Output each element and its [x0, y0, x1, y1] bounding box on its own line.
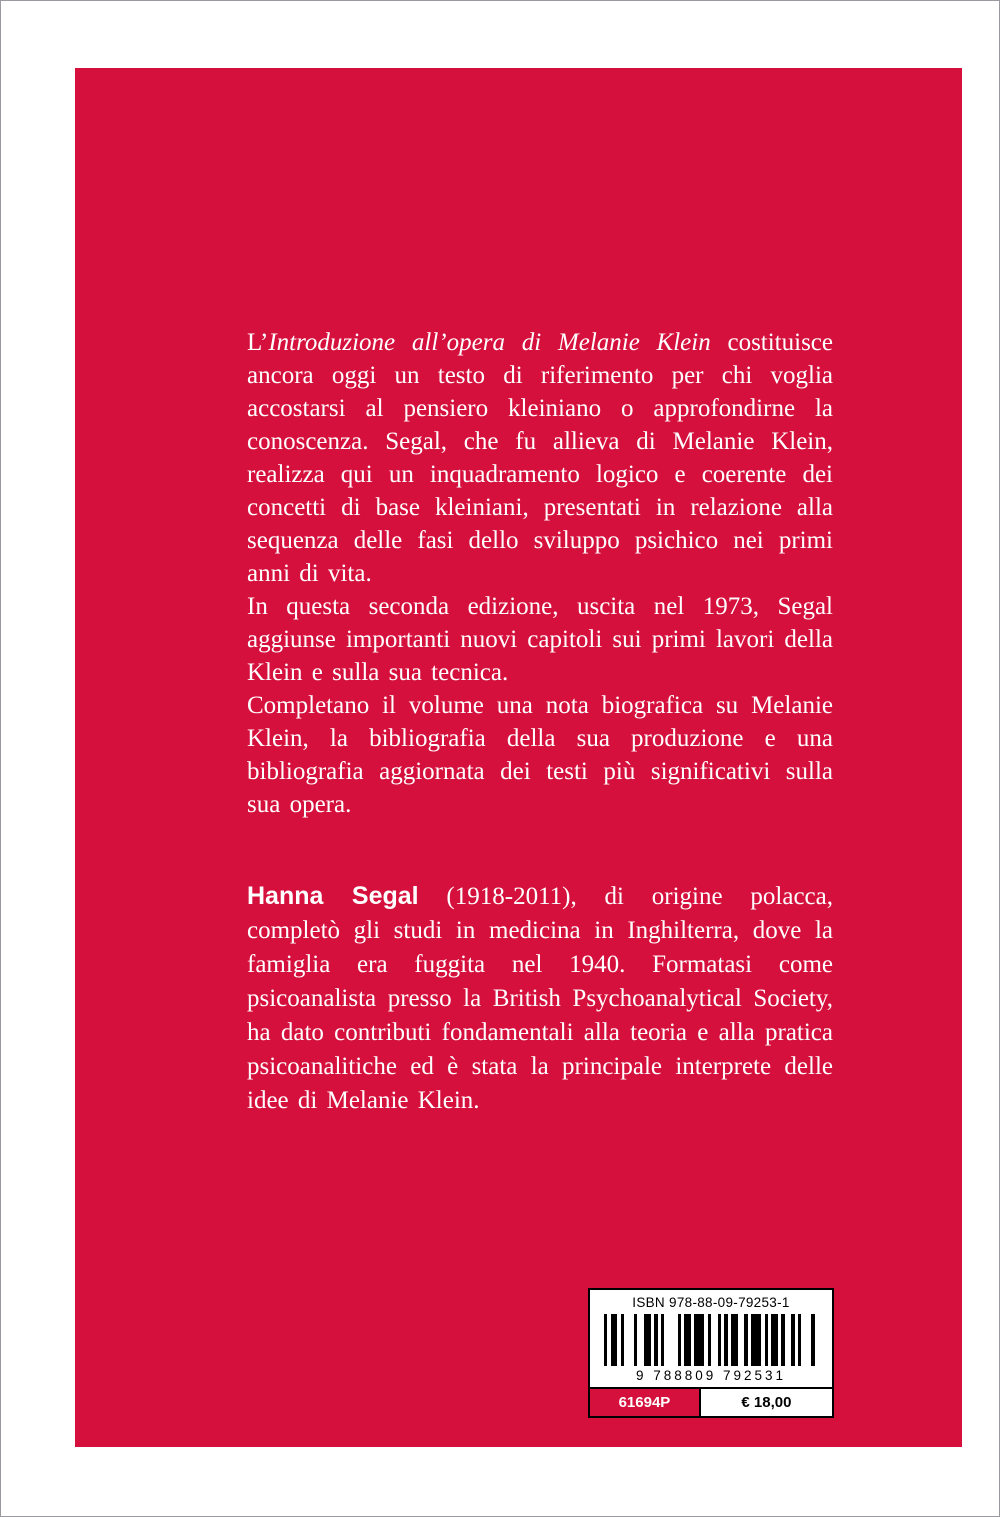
barcode-image: [604, 1314, 818, 1366]
back-cover: [75, 68, 962, 1447]
author-bio: [247, 879, 833, 1118]
price-strip: [590, 1387, 832, 1416]
price-label: € 18,00: [701, 1389, 832, 1416]
author-name: Hanna Segal: [247, 882, 419, 910]
product-code: 61694P: [590, 1389, 701, 1416]
blurb-paragraph-3: Completano il volume una nota biografica su Melanie Klein, la bibliografia della sua produzione e una bibliografia aggiornata dei testi più significativi sulla sua opera.: [247, 692, 833, 818]
blurb-paragraph-2: In questa seconda edizione, uscita nel 1973, Segal aggiunse importanti nuovi capitoli sui primi lavori della Klein e sulla sua tecnica.: [247, 593, 833, 686]
paragraph1-body: costituisce ancora oggi un testo di riferimento per chi voglia accostarsi al pensiero kleiniano o approfondirne la conoscenza. Segal, che fu allieva di Melanie Klein, realizza qui un inquadramento logico e coerente dei concetti di base kleiniani, presentati in relazione alla sequenza delle fasi dello sviluppo psichico nei primi anni di vita.: [247, 329, 833, 587]
book-title-italic: Introduzione all’opera di Melanie Klein: [268, 329, 711, 356]
blurb-paragraph-1: [247, 326, 833, 590]
isbn-label: ISBN 978-88-09-79253-1: [632, 1295, 790, 1310]
barcode-panel: [588, 1288, 834, 1418]
barcode-digits: 9 788809 792531: [635, 1368, 787, 1383]
author-bio-body: (1918-2011), di origine polacca, completò gli studi in medicina in Inghilterra, dove la famiglia era fuggita nel 1940. Formatasi come psicoanalista presso la British Psychoanalytical Society, ha dato contributi fondamentali alla teoria e alla pratica psicoanalitiche ed è stata la principale interprete delle idee di Melanie Klein.: [247, 883, 833, 1114]
paragraph1-prefix: L’: [247, 329, 269, 356]
blurb-text-block: [247, 326, 833, 1118]
